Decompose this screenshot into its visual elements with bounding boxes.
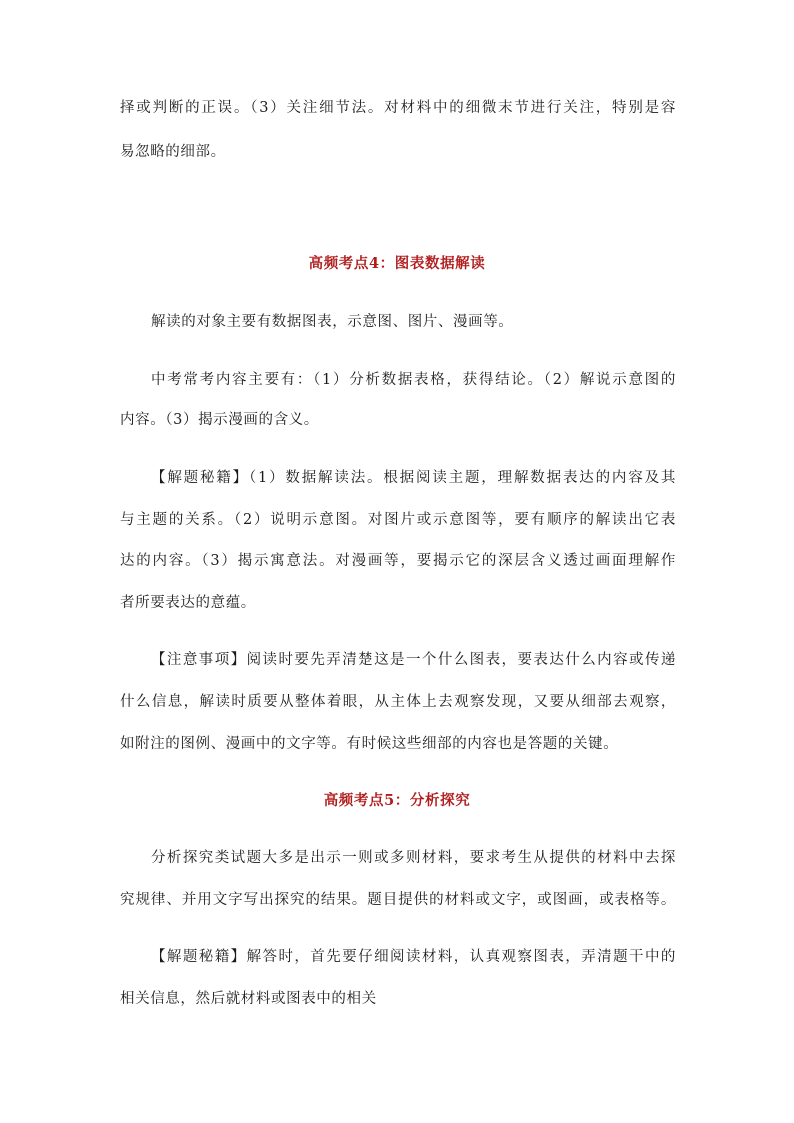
paragraph-line: 究规律、并用文字写出探究的结果。题目提供的材料或文字，或图画，或表格等。 bbox=[120, 892, 676, 908]
paragraph-line: 【注意事项】阅读时要先弄清楚这是一个什么图表，要表达什么内容或传递 bbox=[151, 652, 676, 668]
paragraph-line: 与主题的关系。（2）说明示意图。对图片或示意图等，要有顺序的解读出它表 bbox=[120, 512, 676, 528]
paragraph-line: 分析探究类试题大多是出示一则或多则材料，要求考生从提供的材料中去探 bbox=[151, 850, 676, 866]
section-heading-4: 高频考点4：图表数据解读 bbox=[308, 255, 486, 272]
section-heading-5: 高频考点5：分析探究 bbox=[323, 792, 471, 809]
paragraph-line: 什么信息，解读时质要从整体着眼，从主体上去观察发现，又要从细部去观察， bbox=[120, 694, 676, 710]
paragraph-line: 相关信息，然后就材料或图表中的相关 bbox=[120, 991, 377, 1007]
paragraph-line: 者所要表达的意蕴。 bbox=[120, 595, 256, 611]
paragraph-line: 易忽略的细部。 bbox=[120, 144, 226, 160]
paragraph-line: 达的内容。（3）揭示寓意法。对漫画等，要揭示它的深层含义透过画面理解作 bbox=[120, 553, 676, 569]
paragraph-line: 【解题秘籍】解答时，首先要仔细阅读材料，认真观察图表，弄清题干中的 bbox=[151, 949, 676, 965]
paragraph-line: 如附注的图例、漫画中的文字等。有时候这些细部的内容也是答题的关键。 bbox=[120, 736, 619, 752]
paragraph-line: 择或判断的正误。（3）关注细节法。对材料中的细微末节进行关注，特别是容 bbox=[120, 100, 676, 116]
paragraph-line: 中考常考内容主要有：（1）分析数据表格，获得结论。（2）解说示意图的 bbox=[151, 372, 676, 388]
paragraph-line: 解读的对象主要有数据图表，示意图、图片、漫画等。 bbox=[151, 314, 514, 330]
paragraph-line: 【解题秘籍】（1）数据解读法。根据阅读主题，理解数据表达的内容及其 bbox=[151, 470, 676, 486]
paragraph-line: 内容。（3）揭示漫画的含义。 bbox=[120, 412, 319, 428]
